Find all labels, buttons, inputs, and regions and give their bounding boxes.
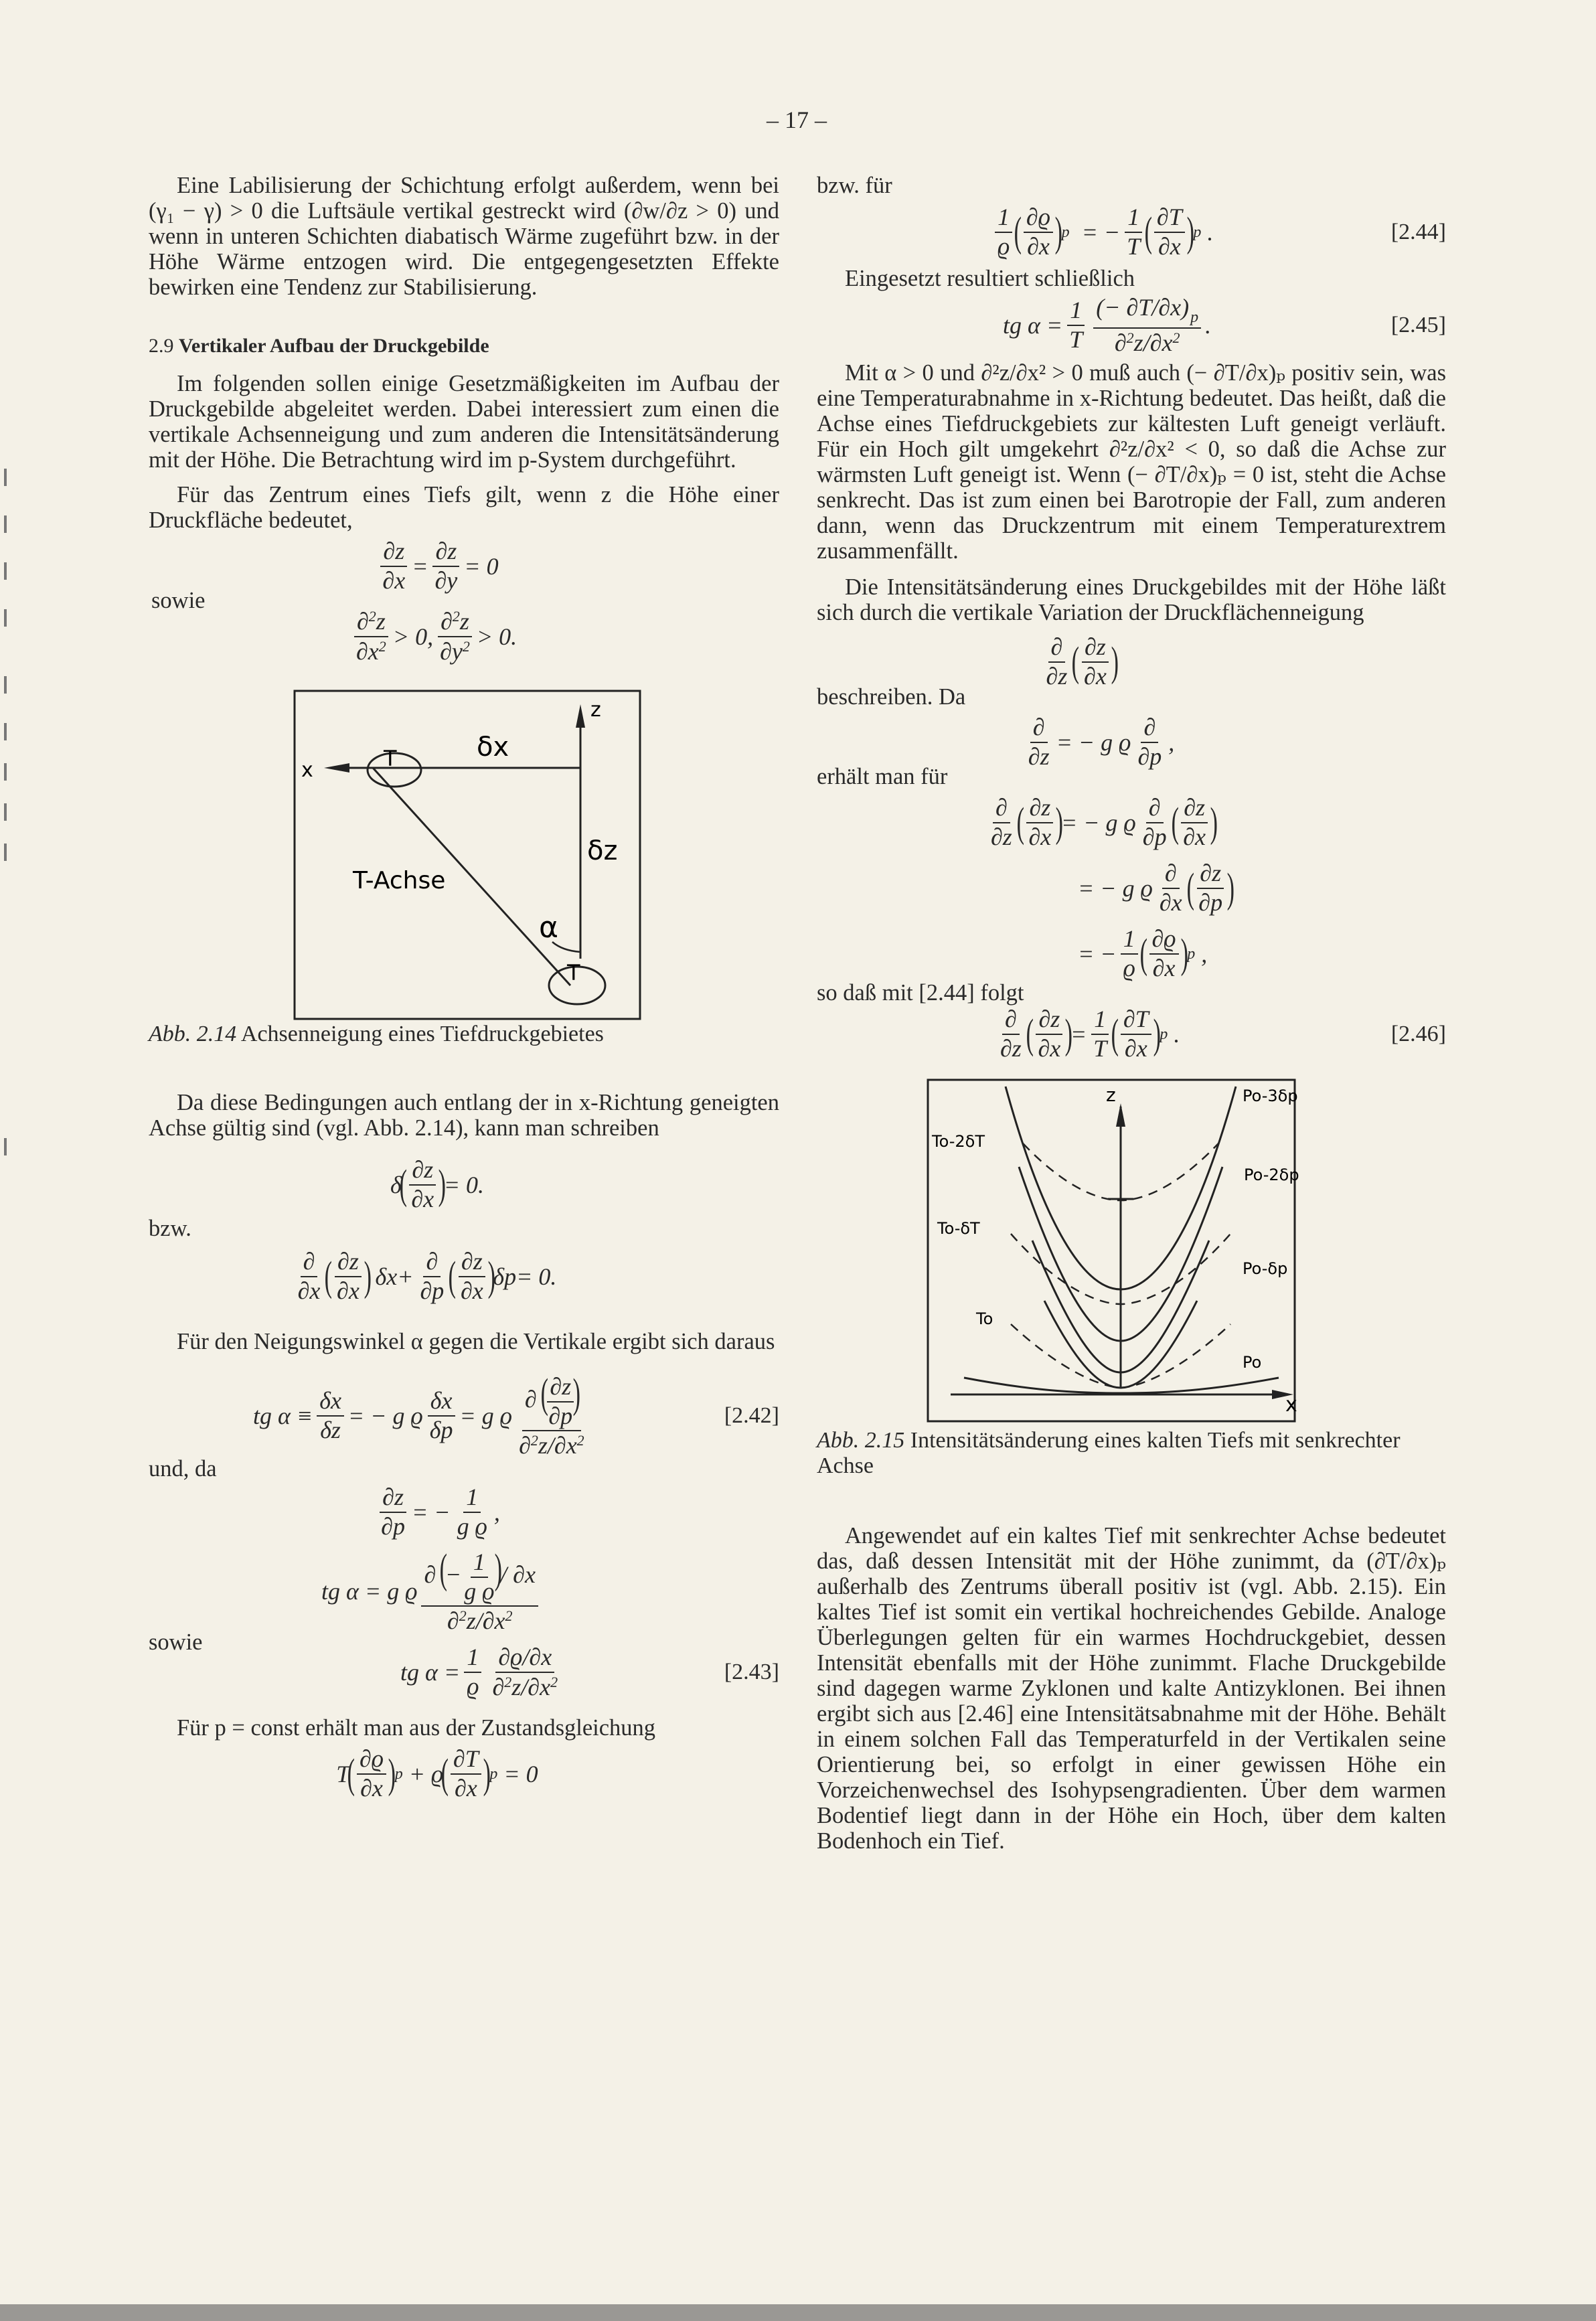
equation-curvature-positive: sowie $\frac{\partial^2z}{\partial x^2}$ > 0, $\frac{\partial^2z}{\partial y^2}$ > 0. bbox=[151, 588, 517, 665]
equation-gradient-zero: $\frac{\partial z}{\partial x}$ = $\frac{\partial z}{\partial y}$ = 0 bbox=[149, 533, 779, 600]
paragraph-zustandsgleichung: Für p = const erhält man aus der Zustandsgleichung bbox=[177, 1715, 656, 1741]
paragraph-intensitaet: Die Intensitätsänderung eines Druckgebildes mit der Höhe läßt sich durch die vertikale Variation der Druckflächenneigung bbox=[817, 574, 1446, 625]
label-so-dass: so daß mit [2.44] folgt bbox=[817, 980, 1024, 1006]
equation-tg-alpha-substituted: tg α = g ϱ ∂ (− $\frac{1}{\text{g ϱ}}$ )/ ∂x $\partial^2z/\partial x^2$ bbox=[149, 1548, 779, 1635]
equation-2-42-number: [2.42] bbox=[724, 1403, 779, 1428]
paragraph-zentrum: Für das Zentrum eines Tiefs gilt, wenn z die Höhe einer Druckfläche bedeutet, bbox=[149, 482, 779, 533]
figure-2-14 bbox=[149, 684, 779, 1032]
figure-2-15-label-to: To bbox=[976, 1309, 993, 1328]
scan-bottom-edge bbox=[0, 2304, 1596, 2321]
equation-chain-1: $\frac{\partial}{\partial z}$ ( $\frac{\partial z}{\partial x}$ ) = − g ϱ $\frac{\partial}{\partial p}$ ( $\frac{\partial z}{\partial x}$ ) bbox=[991, 794, 1218, 850]
equation-chain-3: = − $\frac{1}{ϱ}$ ( $\frac{\partial ϱ}{\partial x}$ ) p , bbox=[1078, 925, 1208, 981]
section-heading bbox=[149, 335, 779, 357]
section-number: 2.9 bbox=[149, 335, 174, 357]
right-column bbox=[817, 173, 1446, 1854]
equation-2-44: $\frac{1}{ϱ}$ ( $\frac{\partial ϱ}{\partial x}$ ) p = − $\frac{1}{T}$ ( $\frac{\partial T}{\partial x}$ ) p . [2.44] bbox=[817, 199, 1446, 266]
equation-2-46: $\frac{\partial}{\partial z}$ ( $\frac{\partial z}{\partial x}$ ) = $\frac{1}{T}$ ( $\frac{\partial T}{\partial x}$ ) p . [2.46] bbox=[1000, 1006, 1446, 1062]
equation-slope-variation: $\frac{\partial}{\partial z}$ ( $\frac{\partial z}{\partial x}$ ) bbox=[1046, 633, 1119, 690]
figure-2-14-label-t-lower: T bbox=[567, 960, 580, 985]
figure-2-14-label-t-upper: T bbox=[384, 746, 397, 771]
paragraph-kaltes-tief: Angewendet auf ein kaltes Tief mit senkrechter Achse bedeutet das, daß dessen Intensität mit der Höhe zunimmt, da (∂T/∂x)ₚ außerhalb des Zentrums überall positiv ist (vgl. Abb. 2.15). Ein kaltes Tief ist somit ein vertikal hochreichendes Gebilde. Analoge Überlegungen gelten für ein warmes Hochdruckgebiet, dessen Intensität ebenfalls mit der Höhe zunimmt. Flache Druckgebilde sind dagegen warme Zyklonen und kalte Antizyklonen. Bei ihnen ergibt sich aus [2.46] eine Intensitätsabnahme mit der Höhe. Behält in einem solchen Fall das Temperaturfeld in der Vertikalen seine Orientierung bei, so erfolgt in einer gewissen Höhe ein Vorzeichenwechsel des Isohypsengradienten. Über dem warmen Bodentief liegt dann in der Höhe ein Hoch, über dem kalten Bodenhoch ein Tief. bbox=[817, 1523, 1446, 1854]
equation-2-43: sowie tg α = $\frac{1}{ϱ}$ $\frac{\partial ϱ/\partial x}{\partial^2z/\partial x^2}$ [2.43] bbox=[149, 1629, 779, 1700]
left-column bbox=[149, 173, 779, 1808]
figure-2-15-label-po1: Po-δp bbox=[1243, 1259, 1288, 1278]
label-sowie: sowie bbox=[151, 588, 206, 613]
label-und-da: und, da bbox=[149, 1456, 217, 1482]
figure-2-15-label-to2: To-2δT bbox=[932, 1132, 985, 1151]
paragraph-intro: Im folgenden sollen einige Gesetzmäßigkeiten im Aufbau der Druckgebilde abgeleitet werden. Dabei interessiert zum einen die vertikale Achsenneigung und zum anderen die Intensitätsänderung mit der Höhe. Die Betrachtung wird im p-System durchgeführt. bbox=[149, 371, 779, 473]
paragraph-neigungswinkel: Für den Neigungswinkel α gegen die Vertikale ergibt sich daraus bbox=[177, 1329, 775, 1354]
figure-2-14-label-dx: δx bbox=[477, 732, 509, 763]
label-bzw-fuer: bzw. für bbox=[817, 173, 892, 198]
figure-2-15-label-to1: To-δT bbox=[937, 1219, 980, 1238]
equation-2-45-number: [2.45] bbox=[1390, 313, 1446, 337]
figure-2-14-diagram bbox=[149, 684, 779, 1026]
caption-2-15 bbox=[817, 1428, 1446, 1479]
equation-2-42: tg α ≡ $\frac{\delta x}{\delta z}$ = − g ϱ $\frac{\delta x}{\delta p}$ = g ϱ ∂ ( $\frac{\partial z}{\partial p}$ ) $\partial^2z/\partial x^2$ [2.42] bbox=[253, 1370, 779, 1459]
caption-2-15-number: Abb. 2.15 bbox=[817, 1428, 905, 1453]
figure-2-15-label-po3: Po-3δp bbox=[1243, 1087, 1298, 1105]
label-bzw: bzw. bbox=[149, 1216, 191, 1241]
equation-hydrostatic: $\frac{\partial}{\partial z}$ = − g ϱ $\frac{\partial}{\partial p}$ , bbox=[1028, 714, 1175, 770]
figure-2-15-label-po2: Po-2δp bbox=[1244, 1166, 1299, 1184]
label-sowie-2: sowie bbox=[149, 1629, 203, 1655]
figure-2-14-label-axis: T-Achse bbox=[353, 867, 446, 894]
figure-2-15-label-z: z bbox=[1106, 1084, 1116, 1106]
figure-2-14-label-z: z bbox=[590, 698, 601, 722]
caption-2-14-text: Achsenneigung eines Tiefdruckgebietes bbox=[240, 1022, 604, 1046]
page-number: – 17 – bbox=[767, 106, 827, 133]
equation-dz-dp: $\frac{\partial z}{\partial p}$ = − $\frac{1}{\text{g ϱ}}$ , bbox=[149, 1477, 779, 1548]
figure-2-15-diagram bbox=[817, 1073, 1446, 1428]
paragraph-labilisierung: Eine Labilisierung der Schichtung erfolgt außerdem, wenn bei (γ₁ − γ) > 0 die Luftsäule vertikal gestreckt wird (∂w/∂z > 0) und wenn in unteren Schichten diabatisch Wärme zugeführt bzw. in der Höhe Wärme entzogen wird. Die entgegengesetzten Effekte bewirken eine Tendenz zur Stabilisierung. bbox=[149, 173, 779, 300]
equation-chain-2: = − g ϱ $\frac{\partial}{\partial x}$ ( $\frac{\partial z}{\partial p}$ ) bbox=[1078, 860, 1235, 916]
label-eingesetzt: Eingesetzt resultiert schließlich bbox=[845, 266, 1135, 291]
caption-2-15-text: Intensitätsänderung eines kalten Tiefs mit senkrechter Achse bbox=[817, 1428, 1401, 1478]
caption-2-14-number: Abb. 2.14 bbox=[149, 1022, 237, 1046]
equation-delta-slope: δ ( $\frac{\partial z}{\partial x}$ ) = 0. bbox=[390, 1156, 485, 1212]
label-erhaelt: erhält man für bbox=[817, 764, 948, 789]
figure-2-15-label-x: x bbox=[1285, 1393, 1297, 1417]
figure-2-15-label-po: Po bbox=[1243, 1353, 1262, 1372]
label-beschreiben: beschreiben. Da bbox=[817, 684, 966, 710]
equation-2-43-number: [2.43] bbox=[724, 1660, 779, 1684]
figure-2-14-label-dz: δz bbox=[587, 835, 618, 866]
figure-2-15 bbox=[817, 1073, 1446, 1428]
equation-total-differential: $\frac{\partial}{\partial x}$ ( $\frac{\partial z}{\partial x}$ ) δ x + $\frac{\partial}{\partial p}$ ( $\frac{\partial z}{\partial x}$ ) δ p = 0. bbox=[297, 1248, 557, 1304]
paragraph-bedingungen: Da diese Bedingungen auch entlang der in x-Richtung geneigten Achse gültig sind (vgl. Abb. 2.14), kann man schreiben bbox=[149, 1090, 779, 1141]
equation-2-44-number: [2.44] bbox=[1390, 220, 1446, 244]
equation-state: T ( $\frac{\partial ϱ}{\partial x}$ ) p + ϱ ( $\frac{\partial T}{\partial x}$ ) p = 0 bbox=[336, 1745, 538, 1802]
figure-2-14-label-x: x bbox=[301, 758, 313, 782]
section-title: Vertikaler Aufbau der Druckgebilde bbox=[179, 335, 489, 357]
figure-2-14-label-alpha: α bbox=[539, 910, 559, 945]
paragraph-achse: Mit α > 0 und ∂²z/∂x² > 0 muß auch (− ∂T/∂x)ₚ positiv sein, was eine Temperaturabnahme in x-Richtung bedeutet. Das heißt, daß die Achse eines Tiefdruckgebiets zur kältesten Luft geneigt verläuft. Für ein Hoch gilt umgekehrt ∂²z/∂x² < 0, so daß die Achse zur wärmsten Luft geneigt ist. Wenn (− ∂T/∂x)ₚ = 0 ist, steht die Achse senkrecht. Das ist zum einen bei Barotropie der Fall, zum anderen dann, wenn das Druckzentrum mit einem Temperaturextrem zusammenfällt. bbox=[817, 360, 1446, 564]
equation-2-46-number: [2.46] bbox=[1390, 1022, 1446, 1046]
scan-margin-marks bbox=[0, 469, 17, 1205]
equation-2-45: tg α = $\frac{1}{T}$ $\frac{(- \partial T/\partial x)_p}{\partial^2z/\partial x^2}$ . [2.45] bbox=[1003, 293, 1446, 356]
